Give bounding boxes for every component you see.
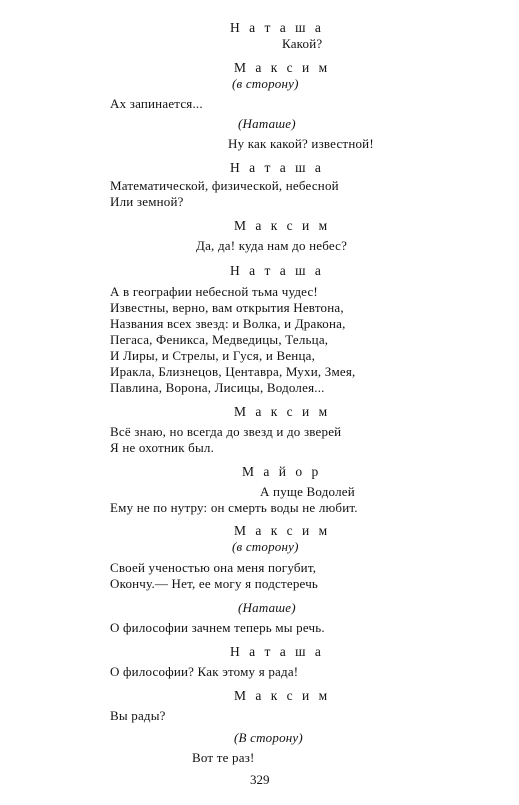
speaker-maxim: М а к с и м <box>234 523 331 538</box>
verse-line: А пуще Водолей <box>260 484 355 499</box>
stage-direction: (в сторону) <box>232 76 299 91</box>
verse-line: Вот те раз! <box>192 750 255 765</box>
stage-direction: (Наташе) <box>238 116 296 131</box>
verse-line: Да, да! куда нам до небес? <box>196 238 348 253</box>
stage-direction: (В сторону) <box>234 730 303 745</box>
stage-direction: (в сторону) <box>232 539 299 554</box>
verse-line: Ах запинается... <box>110 96 203 111</box>
verse-line: Окончу.— Нет, ее могу я подстеречь <box>110 576 319 591</box>
verse-line: Павлина, Ворона, Лисицы, Водолея... <box>110 380 325 395</box>
verse-line: О философии зачнем теперь мы речь. <box>110 620 325 635</box>
verse-line: Я не охотник был. <box>110 440 215 455</box>
verse-line: Ну как какой? известной! <box>228 136 374 151</box>
speaker-maxim: М а к с и м <box>234 218 331 233</box>
stage-direction: (Наташе) <box>238 600 296 615</box>
verse-line: Всё знаю, но всегда до звезд и до зверей <box>110 424 342 439</box>
speaker-natasha: Н а т а ш а <box>230 263 324 278</box>
verse-line: И Лиры, и Стрелы, и Гуся, и Венца, <box>110 348 316 363</box>
verse-line: Какой? <box>282 36 323 51</box>
speaker-natasha: Н а т а ш а <box>230 20 324 35</box>
speaker-natasha: Н а т а ш а <box>230 644 324 659</box>
verse-line: Или земной? <box>110 194 184 209</box>
verse-line: Ему не по нутру: он смерть воды не любит. <box>110 500 358 515</box>
speaker-maxim: М а к с и м <box>234 688 331 703</box>
speaker-maxim: М а к с и м <box>234 404 331 419</box>
verse-line: Своей ученостью она меня погубит, <box>110 560 317 575</box>
verse-line: О философии? Как этому я рада! <box>110 664 299 679</box>
speaker-natasha: Н а т а ш а <box>230 160 324 175</box>
verse-line: Названия всех звезд: и Волка, и Дракона, <box>110 316 346 331</box>
verse-line: Математической, физической, небесной <box>110 178 339 193</box>
verse-line: А в географии небесной тьма чудес! <box>110 284 318 299</box>
speaker-major: М а й о р <box>242 464 322 479</box>
verse-line: Вы рады? <box>110 708 166 723</box>
verse-line: Известны, верно, вам открытия Невтона, <box>110 300 344 315</box>
speaker-maxim: М а к с и м <box>234 60 331 75</box>
verse-line: Иракла, Близнецов, Центавра, Мухи, Змея, <box>110 364 356 379</box>
page-number: 329 <box>250 772 270 787</box>
verse-line: Пегаса, Феникса, Медведицы, Тельца, <box>110 332 329 347</box>
